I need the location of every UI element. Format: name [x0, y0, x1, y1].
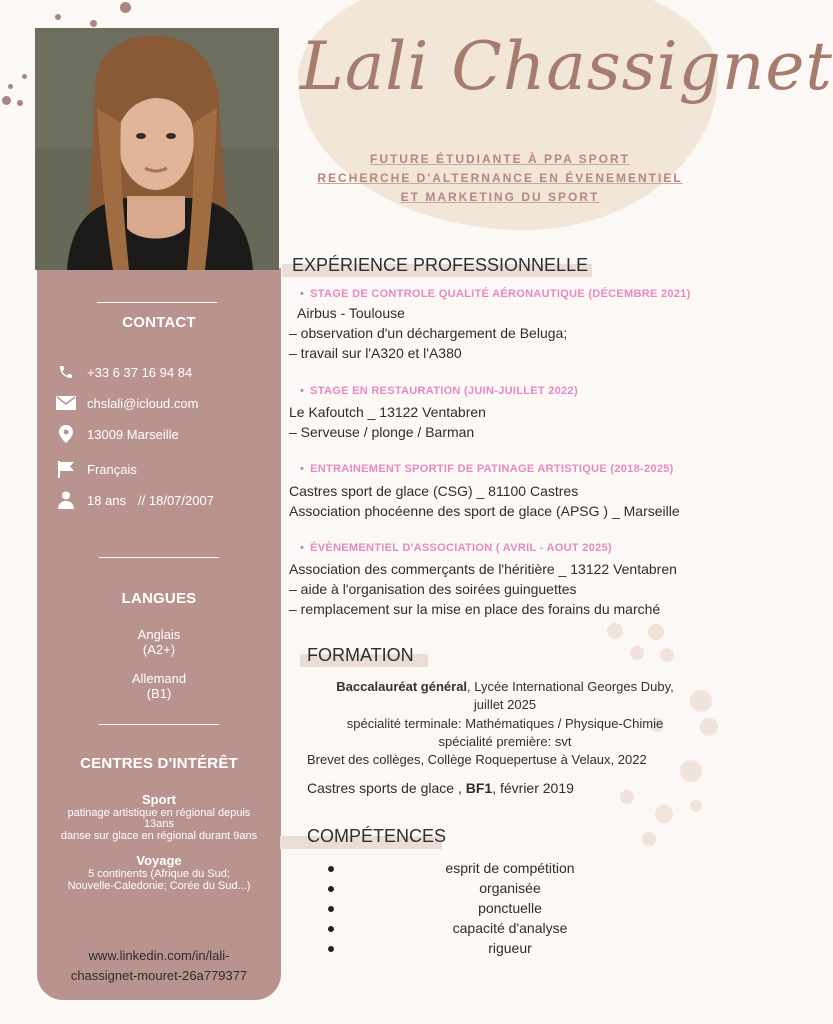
interest-sport-text: 13ans [144, 818, 174, 830]
subtitle-line: RECHERCHE D'ALTERNANCE EN ÉVENEMENTIEL [317, 171, 683, 185]
formation-title: FORMATION [307, 645, 414, 665]
formation-line [300, 679, 710, 694]
phone-text: +33 6 37 16 94 84 [87, 364, 193, 380]
location-pin-icon [55, 424, 77, 444]
phone-icon [55, 362, 77, 382]
formation-line: spécialité terminale: Mathématiques / Physique-Chimie [346, 716, 664, 731]
contact-language [55, 459, 137, 479]
decorative-dot [655, 805, 673, 823]
formation-degree: Baccalauréat général [336, 679, 468, 694]
experience-heading [300, 542, 612, 554]
language-item [37, 627, 281, 657]
experience-line: – Serveuse / plonge / Barman [289, 424, 475, 440]
skill-item [320, 880, 710, 896]
bullet [328, 906, 334, 912]
skill-text: capacité d'analyse [452, 920, 568, 936]
bullet: • [300, 463, 305, 475]
bullet [328, 946, 334, 952]
age-text: 18 ans [87, 492, 127, 508]
formation-diploma: BF1 [465, 780, 493, 796]
experience-heading-text: ÉVÈNEMENTIEL D'ASSOCIATION ( AVRIL - AOUT 2025) [310, 542, 612, 554]
bullet [328, 926, 334, 932]
subtitle-line: FUTURE ÉTUDIANTE À PPA SPORT [369, 152, 630, 166]
experience-line: – aide à l'organisation des soirées guinguettes [289, 581, 577, 597]
interest-sport-text: patinage artistique en régional depuis [67, 807, 251, 819]
decorative-dot [607, 623, 623, 639]
decorative-dot [690, 800, 702, 812]
divider [99, 724, 219, 725]
email-text: chslali@icloud.com [87, 395, 199, 411]
interests-title: CENTRES D'INTÉRÊT [80, 755, 238, 772]
bullet: • [300, 288, 305, 300]
language-name: Allemand [131, 671, 187, 686]
decorative-dot [620, 790, 634, 804]
bullet: • [300, 385, 305, 397]
language-text: Français [87, 461, 137, 477]
language-item [37, 671, 281, 701]
linkedin-line: www.linkedin.com/in/lali- [88, 948, 230, 963]
skills-title: COMPÉTENCES [307, 826, 447, 846]
formation-line [307, 780, 574, 796]
experience-heading [300, 385, 578, 397]
experience-line: Association phocéenne des sport de glace (APSG ) _ Marseille [289, 503, 680, 519]
profile-photo [35, 28, 279, 270]
decorative-dot [90, 20, 97, 27]
linkedin-link[interactable] [47, 946, 271, 986]
subtitle-line: ET MARKETING DU SPORT [400, 190, 600, 204]
interest-voyage-title: Voyage [136, 853, 182, 868]
divider [99, 557, 219, 558]
decorative-dot [17, 100, 23, 106]
languages-title: LANGUES [121, 590, 197, 607]
experience-heading [300, 463, 674, 475]
decorative-dot [660, 648, 674, 662]
language-level: (A2+) [142, 642, 176, 657]
contact-title: CONTACT [122, 314, 196, 331]
experience-line: Association des commerçants de l'héritière _ 13122 Ventabren [289, 561, 677, 577]
decorative-dot [680, 760, 702, 782]
contact-email [55, 393, 198, 413]
contact-city [55, 424, 179, 444]
sidebar [37, 268, 281, 1000]
person-icon [55, 490, 77, 510]
formation-school: , Lycée International Georges Duby, [467, 679, 674, 694]
experience-line: – travail sur l'A320 et l'A380 [289, 345, 462, 361]
bullet [328, 886, 334, 892]
experience-heading-text: STAGE DE CONTROLE QUALITÉ AÉRONAUTIQUE (DÉCEMBRE 2021) [310, 288, 691, 300]
language-level: (B1) [146, 686, 172, 701]
experience-heading-text: ENTRAINEMENT SPORTIF DE PATINAGE ARTISTIQUE (2018-2025) [310, 463, 674, 475]
decorative-dot [642, 832, 656, 846]
decorative-dot [8, 84, 13, 89]
language-name: Anglais [137, 627, 181, 642]
contact-age [55, 490, 214, 510]
experience-line: Le Kafoutch _ 13122 Ventabren [289, 404, 486, 420]
experience-title: EXPÉRIENCE PROFESSIONNELLE [292, 255, 589, 275]
bullet: • [300, 542, 305, 554]
skill-item [320, 860, 710, 876]
experience-line: – remplacement sur la mise en place des forains du marché [289, 601, 661, 617]
divider [97, 302, 217, 303]
formation-club: Castres sports de glace , [307, 780, 466, 796]
linkedin-line: chassignet-mouret-26a779377 [70, 968, 248, 983]
mail-icon [55, 393, 77, 413]
interest-sport-text: danse sur glace en régional durant 9ans [60, 830, 258, 842]
formation-date: , février 2019 [492, 780, 574, 796]
formation-line: spécialité première: svt [438, 734, 572, 749]
skill-item [320, 900, 710, 916]
birthdate-text: // 18/07/2007 [138, 492, 214, 508]
contact-phone [55, 362, 192, 382]
interest-voyage-text: 5 continents (Afrique du Sud; [88, 868, 230, 880]
name-heading: Lali Chassignet [300, 28, 833, 105]
decorative-dot [630, 646, 644, 660]
interest-sport-title: Sport [142, 792, 176, 807]
formation-line: Brevet des collèges, Collège Roquepertuse à Velaux, 2022 [307, 752, 647, 767]
decorative-dot [120, 2, 131, 13]
formation-line: juillet 2025 [473, 697, 537, 712]
experience-line: – observation d'un déchargement de Beluga; [289, 325, 568, 341]
decorative-dot [2, 96, 11, 105]
flag-icon [55, 459, 77, 479]
skill-text: rigueur [488, 940, 532, 956]
bullet [328, 866, 334, 872]
decorative-dot [55, 14, 61, 20]
experience-heading-text: STAGE EN RESTAURATION (JUIN-JUILLET 2022) [310, 385, 578, 397]
interest-voyage-text: Nouvelle-Caledonie; Corée du Sud...) [67, 880, 251, 892]
experience-heading [300, 288, 691, 300]
decorative-dot [22, 74, 27, 79]
skill-item [320, 920, 710, 936]
skill-item [320, 940, 710, 956]
city-text: 13009 Marseille [87, 426, 179, 442]
experience-line: Castres sport de glace (CSG) _ 81100 Castres [289, 483, 579, 499]
skill-text: esprit de compétition [445, 860, 575, 876]
decorative-dot [648, 624, 664, 640]
skill-text: ponctuelle [478, 900, 542, 916]
experience-line: Airbus - Toulouse [297, 305, 405, 321]
skill-text: organisée [479, 880, 541, 896]
